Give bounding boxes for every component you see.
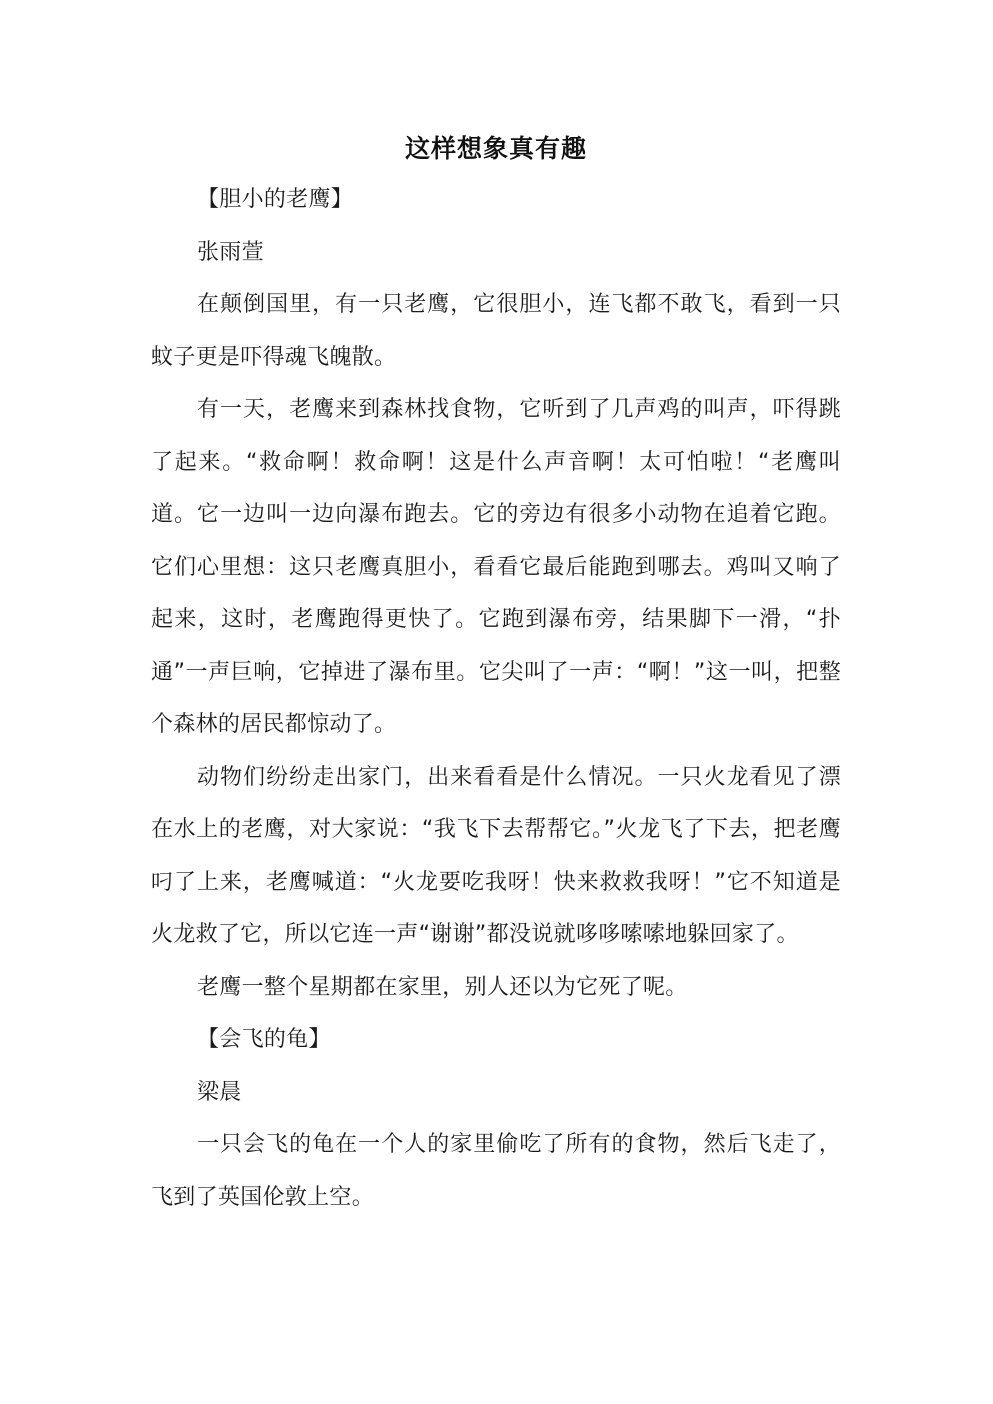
story-paragraph: 有一天，老鹰来到森林找食物，它听到了几声鸡的叫声，吓得跳了起来。“救命啊！救命啊！这是什么声音啊！太可怕啦！“老鹰叫道。它一边叫一边向瀑布跑去。它的旁边有很多小动物在追着它跑。它们心里想：这只老鹰真胆小，看看它最后能跑到哪去。鸡叫又响了起来，这时，老鹰跑得更快了。它跑到瀑布旁，结果脚下一滑，“扑通”一声巨响，它掉进了瀑布里。它尖叫了一声：“啊！”这一叫，把整个森林的居民都惊动了。 xyxy=(151,397,841,737)
document-body xyxy=(151,124,841,1224)
story-author: 张雨萱 xyxy=(197,239,264,265)
story-paragraph: 老鹰一整个星期都在家里，别人还以为它死了呢。 xyxy=(197,974,688,1000)
story-paragraph: 动物们纷纷走出家门，出来看看是什么情况。一只火龙看见了漂在水上的老鹰，对大家说：“我飞下去帮帮它。”火龙飞了下去，把老鹰叼了上来，老鹰喊道：“火龙要吃我呀！快来救救我呀！”它不知道是火龙救了它，所以它连一声“谢谢”都没说就哆哆嗦嗦地躲回家了。 xyxy=(151,764,841,947)
story-author: 梁晨 xyxy=(197,1079,242,1105)
story-heading: 【会飞的龟】 xyxy=(197,1027,331,1052)
story-section xyxy=(151,174,841,1014)
story-heading: 【胆小的老鹰】 xyxy=(197,187,354,212)
story-paragraph: 一只会飞的龟在一个人的家里偷吃了所有的食物，然后飞走了，飞到了英国伦敦上空。 xyxy=(151,1132,841,1210)
story-section xyxy=(151,1014,841,1224)
story-paragraph: 在颠倒国里，有一只老鹰，它很胆小，连飞都不敢飞，看到一只蚊子更是吓得魂飞魄散。 xyxy=(151,292,841,370)
document-title: 这样想象真有趣 xyxy=(404,134,587,163)
